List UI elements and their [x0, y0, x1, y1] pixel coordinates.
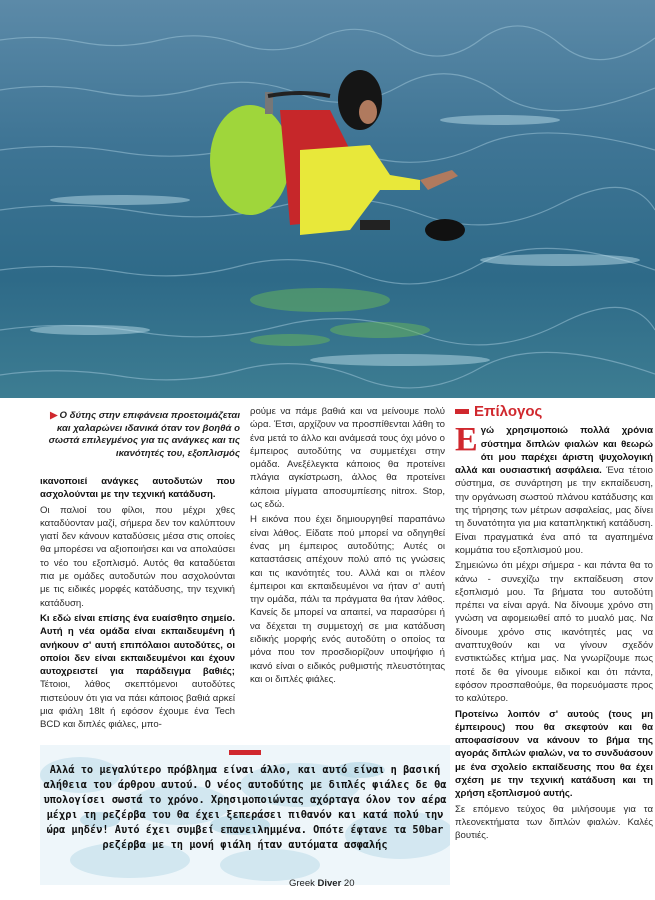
pull-quote: Αλλά το μεγαλύτερο πρόβλημα είναι άλλο, και αυτό είναι η βασική αλήθεια του άρθρου αυτού. Ο νέος αυτοδύτης με διπλές φιάλες δε θα υπολογίσει σωστά το χρόνο. Χρησιμοποιώντας αχόρταγα όλον τον αέρα μέχρι τη ρεζέρβα του θα έχει ξεπεράσει πιθανόν και κατά πολύ την ώρα μηδέν! Αυτό έχει συμβεί επανειλημμένα. Οπότε έφτανε τα 50bar ρεζέρβα με τη μονή φιάλη ήταν αυτόματα ασφαλής: [43, 764, 447, 851]
paragraph: Σημειώνω ότι μέχρι σήμερα - και πάντα θα το κάνω - συνεχίζω την εκπαίδευση στον εξοπλισμό μου. Τα βήματα του αυτοδύτη πρέπει να είναι αργά. Να δίνουμε χρόνο στη γνώση να αφομειωθεί από το μυαλό μας. Να δίνουμε χρόνο στις ικανότητές μας να αναπτυχθούν και να γίνουν σχεδόν ενστικτώδες κτήμα μας. Να γνωρίζουμε πως ποτέ δε θα γίνουμε ειδικοί και ότι πάντα, εφόσον προσπαθούμε, θα πορευόμαστε προς το καλύτερο.: [455, 560, 653, 705]
paragraph: Η εικόνα που έχει δημιουργηθεί παραπάνω είναι λάθος. Είδατε πού μπορεί να οδηγηθεί ένας μη έμπειρος αυτοδύτης; Αυτές οι καταστάσεις απέχουν πολύ από τις γνώσεις και τις ικανότητές του. Αλλά και οι πλέον έμπειροι και εκπαιδευμένοι να ήταν σ' αυτή την ομάδα, πάλι τα πράγματα θα ήταν λάθος. Κανείς δε μπορεί να απαιτεί, να παρασύρει ή να δέχεται τη συμμετοχή σε μια κατάδυση ειδικής μορφής ενός αυτοδύτη ο οποίος τα μόνα που τον προσδιορίζουν υποψήφιο ή ικανό είναι ο ειδικός ρυθμιστής πλευστότητας και οι διπλές φιάλες.: [250, 514, 445, 685]
paragraph-bold: Προτείνω λοιπόν σ' αυτούς (τους μη έμπειρους) που θα σκεφτούν και θα αποφασίσουν να κάνουν το βήμα της αγοράς διπλών φιαλών, να το συνδυάσουν με ένα σχολείο εκπαίδευσης που θα έχει σχέση με την τεχνική κατάδυση και τη χρήση εξοπλισμού αυτής.: [455, 708, 653, 800]
paragraph: ρούμε να πάμε βαθιά και να μείνουμε πολύ ώρα. Έτσι, αρχίζουν να προσπίθενται λάθη το ένα μετά το άλλο και ανάμεσά τους όχι μόνο ο έμπειρος αυτοδύτης να συμμετέχει στην ομάδα. Ανεξέλεγκτα κάποιος θα προτείνει πλάγια αγκίστρωση, άλλος θα προτείνει κάποια μίγματα αποσυμπίεσης nitrox. Stop, ως εδώ.: [250, 406, 445, 511]
paragraph: Οι παλιοί του φίλοι, που μέχρι χθες καταδύονταν μαζί, σήμερα δεν τον καλύπτουν γιατί δεν κάνουν καταδύσεις μέσα στις οποίες θα μπορέσει να αξιοποιήσει και να απολαύσει το νέο του εξοπλισμό. Αυτός θα καταδύεται πια με ομάδες αυτοδυτών που ασχολούνται με τις ειδικές μορφές κατάδυσης, την τεχνική κατάδυση.: [40, 504, 235, 609]
diver-photo: [0, 0, 655, 398]
page-footer: [289, 878, 355, 889]
paragraph-bold-lead: γώ χρησιμοποιώ πολλά χρόνια σύστημα διπλών φιαλών και θεωρώ ότι μου παρέχει άριστη ψυχολογική αλλά και ουσιαστική ασφάλεια.: [455, 425, 653, 477]
triangle-bullet-icon: ▶: [50, 410, 58, 421]
footer-magazine-name: Diver: [317, 878, 342, 889]
footer-magazine-prefix: Greek: [289, 878, 318, 889]
paragraph: Ένα τέτοιο σύστημα, σε συνάρτηση με την εκπαίδευση, την οργάνωση σωστού πλάνου κατάδυσης και της τήρησης των μέτρων ασφαλείας, μας δίνει τη δυνατότητα για μια καταπληκτική κατάδυση. Είναι πραγματικά ένα από τα αγαπημένα κομμάτια του εξοπλισμού μου.: [455, 465, 653, 556]
section-heading-text: Επίλογος: [474, 403, 543, 420]
page-number: 20: [343, 878, 355, 889]
paragraph-bold-lead: Κι εδώ είναι επίσης ένα ευαίσθητο σημείο. Αυτή η νέα ομάδα είναι εκπαιδευμένη ή ανήκουν σ' αυτή επιπόλαιοι αυτοδύτες, οι οποίοι δεν είναι εκπαιδευμένοι και έχουν αυτοχρειστεί για παράδειγμα βαθιές;: [40, 612, 235, 678]
article-column-1: [40, 475, 235, 734]
caption-text: Ο δύτης στην επιφάνεια προετοιμάζεται και χαλαρώνει ιδανικά όταν τον βοηθά ο σωστά επιλεγμένος για τις ανάγκες και τις ικανότητές του, εξοπλισμός: [48, 410, 240, 459]
red-bar-decoration: [229, 750, 261, 755]
red-bar-decoration: [455, 409, 469, 414]
drop-cap: Ε: [455, 421, 478, 459]
article-column-3: [455, 405, 653, 845]
photo-caption: [40, 410, 240, 460]
section-heading: [455, 405, 653, 418]
article-column-2: [250, 405, 445, 688]
paragraph: Τέτοιοι, λάθος σκεπτόμενοι αυτοδύτες πιστεύουν ότι για να πάει κάποιος βαθιά αρκεί μια φιάλη 18lt ή εφόσον έχουμε ένα Tech BCD και διπλές φιάλες, μπο-: [40, 679, 235, 731]
paragraph: ικανοποιεί ανάγκες αυτοδυτών που ασχολούνται με την τεχνική κατάδυση.: [40, 476, 235, 501]
paragraph: Σε επόμενο τεύχος θα μιλήσουμε για τα πλεονεκτήματα των διπλών φιαλών. Καλές βουτιές.: [455, 803, 653, 842]
